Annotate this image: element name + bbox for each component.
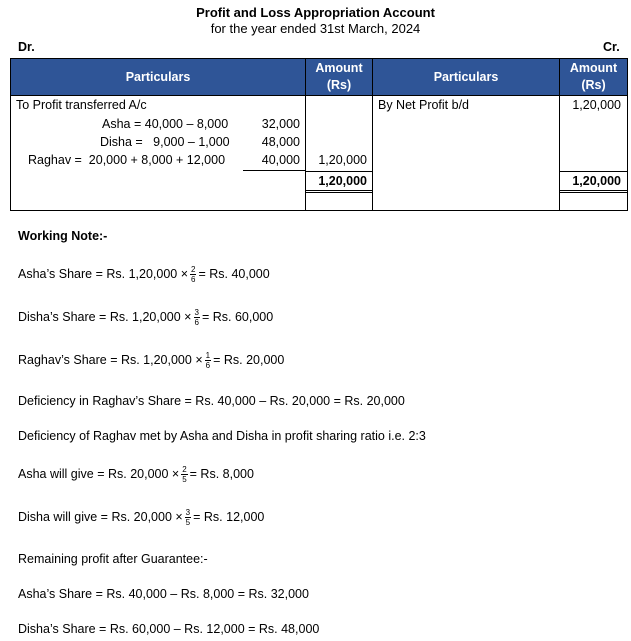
right-amount-cell <box>560 96 628 211</box>
raghav-share-line: Raghav’s Share = Rs. 1,20,000 × $\frac{1}{6}$ = Rs. 20,000 <box>18 351 285 370</box>
profit-transferred-heading: To Profit transferred A/c <box>16 98 147 112</box>
account-title: Profit and Loss Appropriation Account <box>196 5 435 20</box>
right-amount-header: Amount (Rs) <box>560 59 628 96</box>
account-subtitle: for the year ended 31st March, 2024 <box>210 21 421 36</box>
remaining-profit-line: Remaining profit after Guarantee:- <box>18 552 208 566</box>
disha-give-line: Disha will give = Rs. 20,000 × $\frac{3}{5}$ = Rs. 12,000 <box>18 508 265 527</box>
fraction: $\frac{2}{5}$ <box>182 465 187 484</box>
fraction: $\frac{1}{6}$ <box>205 351 211 370</box>
credit-label: Cr. <box>603 40 620 54</box>
left-amount-header: Amount (Rs) <box>306 59 373 96</box>
deficiency-met-line: Deficiency of Raghav met by Asha and Disha in profit sharing ratio i.e. 2:3 <box>18 429 426 443</box>
asha-give-line: Asha will give = Rs. 20,000 × $\frac{2}{5}$ = Rs. 8,000 <box>18 465 254 484</box>
left-total-bottom-rule <box>306 190 373 193</box>
disha-share-line: Disha’s Share = Rs. 1,20,000 × $\frac{3}{6}$ = Rs. 60,000 <box>18 308 274 327</box>
right-total-top-rule <box>560 171 628 172</box>
raghav-row-amount: 40,000 <box>261 153 300 167</box>
disha-final-line: Disha’s Share = Rs. 60,000 – Rs. 12,000 = Rs. 48,000 <box>18 622 320 636</box>
asha-final-line: Asha’s Share = Rs. 40,000 – Rs. 8,000 = Rs. 32,000 <box>18 587 309 601</box>
asha-row-amount: 32,000 <box>261 117 300 131</box>
right-particulars-header: Particulars <box>373 59 560 96</box>
asha-row-label: Asha = 40,000 – 8,000 <box>102 117 229 131</box>
appropriation-table <box>10 58 628 211</box>
debit-label: Dr. <box>18 40 35 54</box>
asha-share-line: Asha’s Share = Rs. 1,20,000 × $\frac{2}{6}$ = Rs. 40,000 <box>18 265 270 284</box>
left-total-top-rule <box>306 171 373 172</box>
fraction: $\frac{2}{6}$ <box>191 265 196 284</box>
left-total: 1,20,000 <box>318 174 367 188</box>
fraction: $\frac{3}{6}$ <box>194 308 199 327</box>
deficiency-line: Deficiency in Raghav’s Share = Rs. 40,000 – Rs. 20,000 = Rs. 20,000 <box>18 394 405 408</box>
left-particulars-cell <box>11 96 306 211</box>
disha-row-amount: 48,000 <box>261 135 300 149</box>
disha-row-label: Disha = 9,000 – 1,000 <box>100 135 230 149</box>
left-particulars-header: Particulars <box>11 59 306 96</box>
right-total-bottom-rule <box>560 190 628 193</box>
net-profit-amount: 1,20,000 <box>572 98 621 112</box>
raghav-row-label: Raghav = 20,000 + 8,000 + 12,000 <box>28 153 226 167</box>
left-amount-cell <box>306 96 373 211</box>
net-profit-label: By Net Profit b/d <box>378 98 470 112</box>
working-note-title: Working Note:- <box>18 229 108 243</box>
left-subtotal: 1,20,000 <box>318 153 367 167</box>
right-total: 1,20,000 <box>572 174 621 188</box>
subtotal-rule <box>243 170 306 171</box>
fraction: $\frac{3}{5}$ <box>185 508 191 527</box>
right-particulars-cell <box>373 96 560 211</box>
